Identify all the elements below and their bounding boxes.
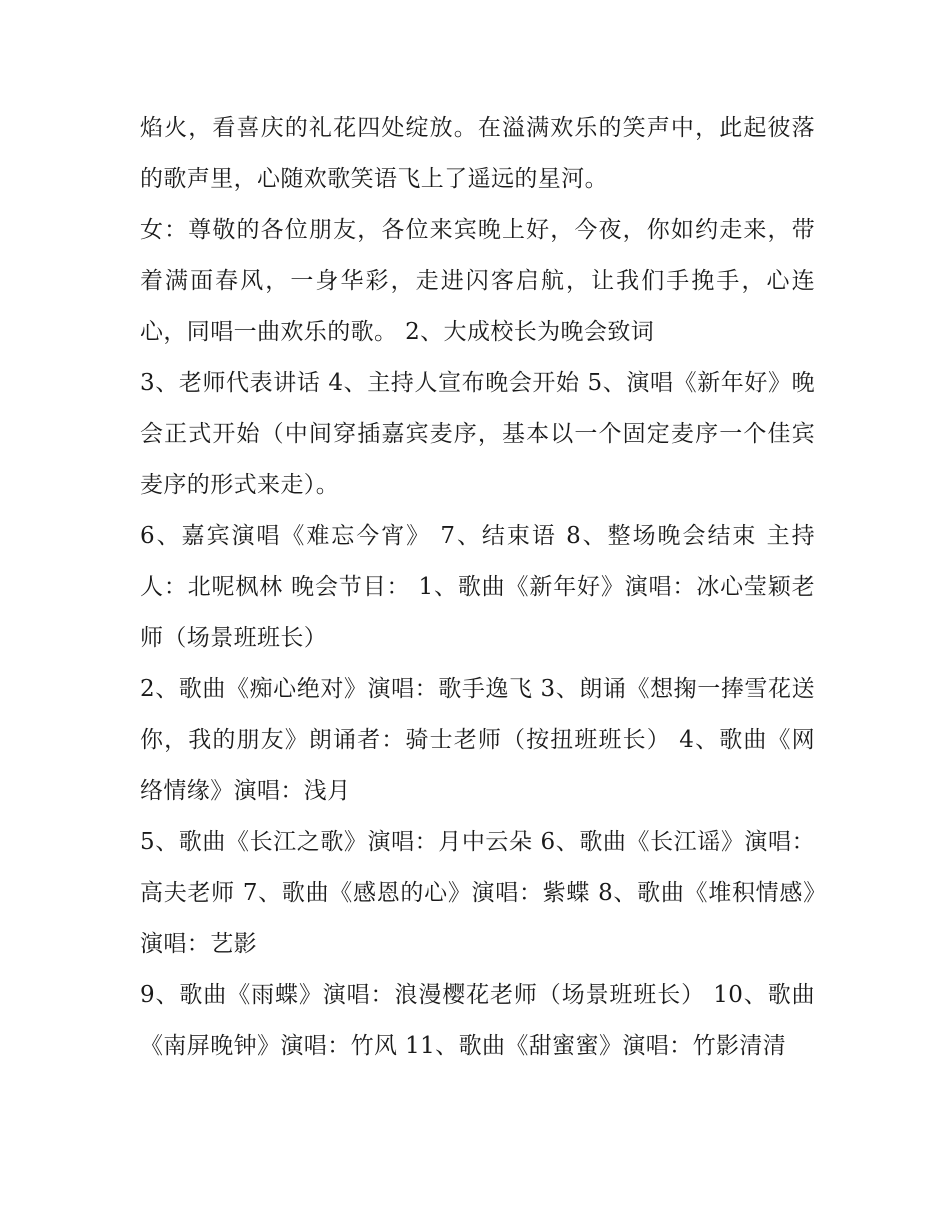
paragraph-6: 5、歌曲《长江之歌》演唱：月中云朵 6、歌曲《长江谣》演唱：高夫老师 7、歌曲《感恩的心》演唱：紫蝶 8、歌曲《堆积情感》演唱：艺影 [140, 829, 815, 957]
document-body [140, 103, 815, 1072]
paragraph-3: 3、老师代表讲话 4、主持人宣布晚会开始 5、演唱《新年好》晚会正式开始（中间穿插嘉宾麦序，基本以一个固定麦序一个佳宾麦序的形式来走）。 [140, 370, 815, 498]
paragraph-4: 6、嘉宾演唱《难忘今宵》 7、结束语 8、整场晚会结束 主持人：北呢枫林 晚会节目： 1、歌曲《新年好》演唱：冰心莹颖老师（场景班班长） [140, 523, 815, 651]
paragraph-1: 焰火，看喜庆的礼花四处绽放。在溢满欢乐的笑声中，此起彼落的歌声里，心随欢歌笑语飞上了遥远的星河。 [140, 115, 815, 192]
paragraph-5: 2、歌曲《痴心绝对》演唱：歌手逸飞 3、朗诵《想掬一捧雪花送你，我的朋友》朗诵者：骑士老师（按扭班班长） 4、歌曲《网络情缘》演唱：浅月 [140, 676, 815, 804]
paragraph-7: 9、歌曲《雨蝶》演唱：浪漫樱花老师（场景班班长） 10、歌曲《南屏晚钟》演唱：竹风 11、歌曲《甜蜜蜜》演唱：竹影清清 [140, 982, 815, 1059]
paragraph-2: 女：尊敬的各位朋友，各位来宾晚上好，今夜，你如约走来，带着满面春风，一身华彩，走进闪客启航，让我们手挽手，心连心，同唱一曲欢乐的歌。 2、大成校长为晚会致词 [140, 217, 815, 345]
